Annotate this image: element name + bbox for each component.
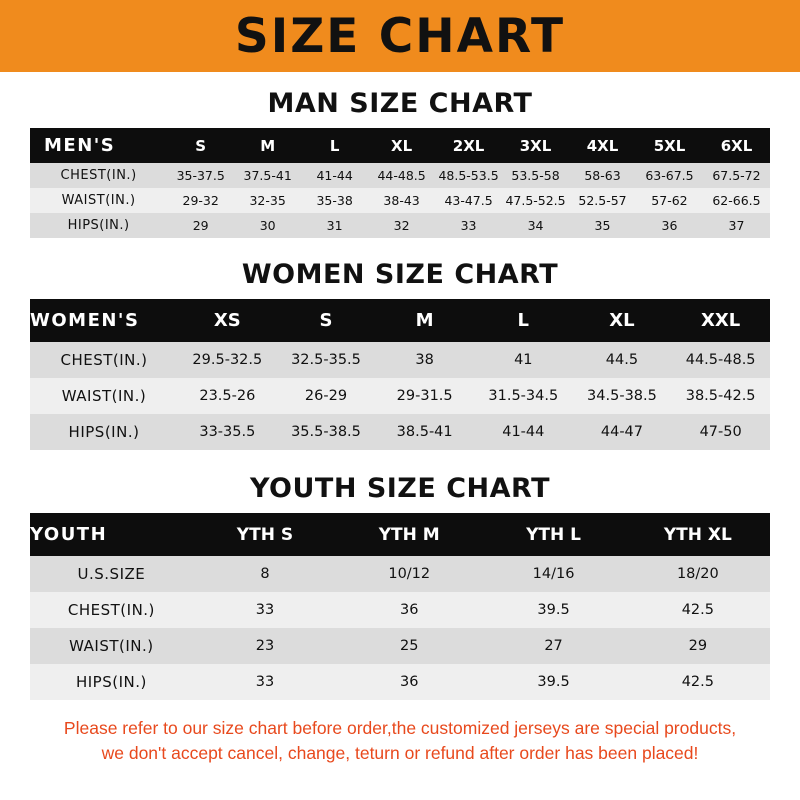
table-cell: 38 xyxy=(415,352,434,368)
column-header: XS xyxy=(213,310,241,331)
table-cell: 58-63 xyxy=(584,168,621,183)
table-row xyxy=(30,213,770,238)
table-cell: 41-44 xyxy=(316,168,353,183)
page-banner xyxy=(0,0,800,72)
table-row xyxy=(30,378,770,414)
table-cell: 38-43 xyxy=(383,193,420,208)
man-table-body xyxy=(30,163,770,238)
row-label: HIPS(IN.) xyxy=(75,673,147,691)
table-header-row xyxy=(30,299,770,342)
table-row xyxy=(30,592,770,628)
table-cell: 37 xyxy=(728,218,745,233)
order-policy-note xyxy=(22,716,778,767)
youth-table-header xyxy=(30,513,770,556)
table-cell: 57-62 xyxy=(651,193,688,208)
column-header: 6XL xyxy=(720,136,753,155)
table-cell: 8 xyxy=(260,566,270,582)
column-header: XXL xyxy=(701,310,741,331)
table-cell: 33 xyxy=(255,602,275,618)
table-cell: 25 xyxy=(400,638,419,654)
column-header: L xyxy=(517,310,530,331)
table-cell: 31 xyxy=(326,218,343,233)
table-cell: 36 xyxy=(661,218,678,233)
column-header: 4XL xyxy=(586,136,619,155)
table-row xyxy=(30,556,770,592)
table-cell: 23 xyxy=(255,638,275,654)
man-section-title: MAN SIZE CHART xyxy=(267,88,533,119)
table-cell: 47-50 xyxy=(699,424,742,440)
table-cell: 48.5-53.5 xyxy=(438,168,499,183)
women-chart-wrap xyxy=(30,299,770,450)
table-row xyxy=(30,414,770,450)
column-header: XL xyxy=(391,136,413,155)
women-table-body xyxy=(30,342,770,450)
table-cell: 47.5-52.5 xyxy=(505,193,566,208)
column-header: 3XL xyxy=(519,136,552,155)
table-cell: 29.5-32.5 xyxy=(192,352,263,368)
table-cell: 44.5-48.5 xyxy=(685,352,756,368)
note-line-1: Please refer to our size chart before order,the customized jerseys are special products, xyxy=(63,718,737,738)
table-cell: 62-66.5 xyxy=(712,193,761,208)
table-header-row xyxy=(30,128,770,163)
table-cell: 41 xyxy=(514,352,533,368)
table-cell: 63-67.5 xyxy=(645,168,694,183)
table-cell: 14/16 xyxy=(532,566,575,582)
youth-table-body xyxy=(30,556,770,700)
note-line-2: we don't accept cancel, change, teturn or refund after order has been placed! xyxy=(101,743,699,764)
women-table-header xyxy=(30,299,770,342)
table-cell: 44.5 xyxy=(605,352,639,368)
table-cell: 27 xyxy=(544,638,563,654)
table-cell: 23.5-26 xyxy=(199,388,256,404)
page-title: SIZE CHART xyxy=(234,8,566,64)
table-cell: 18/20 xyxy=(676,566,719,582)
table-cell: 30 xyxy=(259,218,276,233)
table-cell: 33-35.5 xyxy=(199,424,256,440)
row-label: WAIST(IN.) xyxy=(69,637,154,655)
column-header-rowlabel: MEN'S xyxy=(44,135,116,156)
table-row xyxy=(30,188,770,213)
table-cell: 32.5-35.5 xyxy=(291,352,361,368)
row-label: WAIST(IN.) xyxy=(61,193,136,208)
table-cell: 44-47 xyxy=(600,424,644,440)
column-header: 2XL xyxy=(452,136,485,155)
column-header-rowlabel: YOUTH xyxy=(30,524,108,545)
table-cell: 36 xyxy=(400,602,419,618)
row-label: WAIST(IN.) xyxy=(61,387,147,405)
table-row xyxy=(30,664,770,700)
women-size-table xyxy=(30,299,770,450)
women-section-title: WOMEN SIZE CHART xyxy=(241,259,559,290)
table-cell: 33 xyxy=(460,218,477,233)
table-cell: 35.5-38.5 xyxy=(291,424,361,440)
row-label: CHEST(IN.) xyxy=(60,351,148,369)
table-cell: 34 xyxy=(527,218,544,233)
table-cell: 29-32 xyxy=(182,193,219,208)
table-cell: 26-29 xyxy=(304,388,348,404)
column-header-rowlabel: WOMEN'S xyxy=(30,310,140,331)
table-row xyxy=(30,342,770,378)
row-label: CHEST(IN.) xyxy=(60,168,137,183)
column-header: XL xyxy=(609,310,635,331)
column-header: YTH M xyxy=(378,524,440,545)
column-header: M xyxy=(415,310,434,331)
column-header: M xyxy=(260,136,276,155)
table-cell: 39.5 xyxy=(537,674,570,690)
column-header: L xyxy=(329,136,340,155)
table-cell: 33 xyxy=(255,674,275,690)
table-cell: 52.5-57 xyxy=(578,193,627,208)
table-header-row xyxy=(30,513,770,556)
table-cell: 29 xyxy=(688,638,708,654)
table-cell: 42.5 xyxy=(681,674,714,690)
youth-size-table xyxy=(30,513,770,700)
man-size-table xyxy=(30,128,770,238)
table-cell: 10/12 xyxy=(388,566,431,582)
table-cell: 32-35 xyxy=(249,193,286,208)
table-cell: 29-31.5 xyxy=(396,388,453,404)
table-cell: 38.5-42.5 xyxy=(685,388,756,404)
table-cell: 67.5-72 xyxy=(712,168,761,183)
table-cell: 34.5-38.5 xyxy=(587,388,657,404)
youth-chart-wrap xyxy=(30,513,770,700)
table-cell: 41-44 xyxy=(502,424,545,440)
table-cell: 31.5-34.5 xyxy=(488,388,559,404)
table-cell: 43-47.5 xyxy=(444,193,493,208)
table-cell: 39.5 xyxy=(537,602,570,618)
table-cell: 53.5-58 xyxy=(511,168,560,183)
column-header: S xyxy=(195,136,207,155)
row-label: HIPS(IN.) xyxy=(67,218,130,233)
table-cell: 37.5-41 xyxy=(243,168,292,183)
column-header: YTH S xyxy=(236,524,294,545)
table-row xyxy=(30,163,770,188)
table-cell: 42.5 xyxy=(681,602,714,618)
man-table-header xyxy=(30,128,770,163)
row-label: U.S.SIZE xyxy=(77,565,146,583)
column-header: 5XL xyxy=(653,136,686,155)
table-cell: 29 xyxy=(192,218,209,233)
table-cell: 35-37.5 xyxy=(176,168,225,183)
row-label: CHEST(IN.) xyxy=(67,601,155,619)
table-cell: 36 xyxy=(400,674,419,690)
table-cell: 35-38 xyxy=(316,193,353,208)
column-header: YTH XL xyxy=(663,524,732,545)
table-cell: 32 xyxy=(393,218,410,233)
table-row xyxy=(30,628,770,664)
row-label: HIPS(IN.) xyxy=(68,423,140,441)
man-chart-wrap xyxy=(30,128,770,238)
column-header: YTH L xyxy=(526,524,581,545)
table-cell: 38.5-41 xyxy=(396,424,453,440)
table-cell: 35 xyxy=(594,218,611,233)
table-cell: 44-48.5 xyxy=(377,168,426,183)
youth-section-title: YOUTH SIZE CHART xyxy=(249,473,551,504)
column-header: S xyxy=(319,310,333,331)
